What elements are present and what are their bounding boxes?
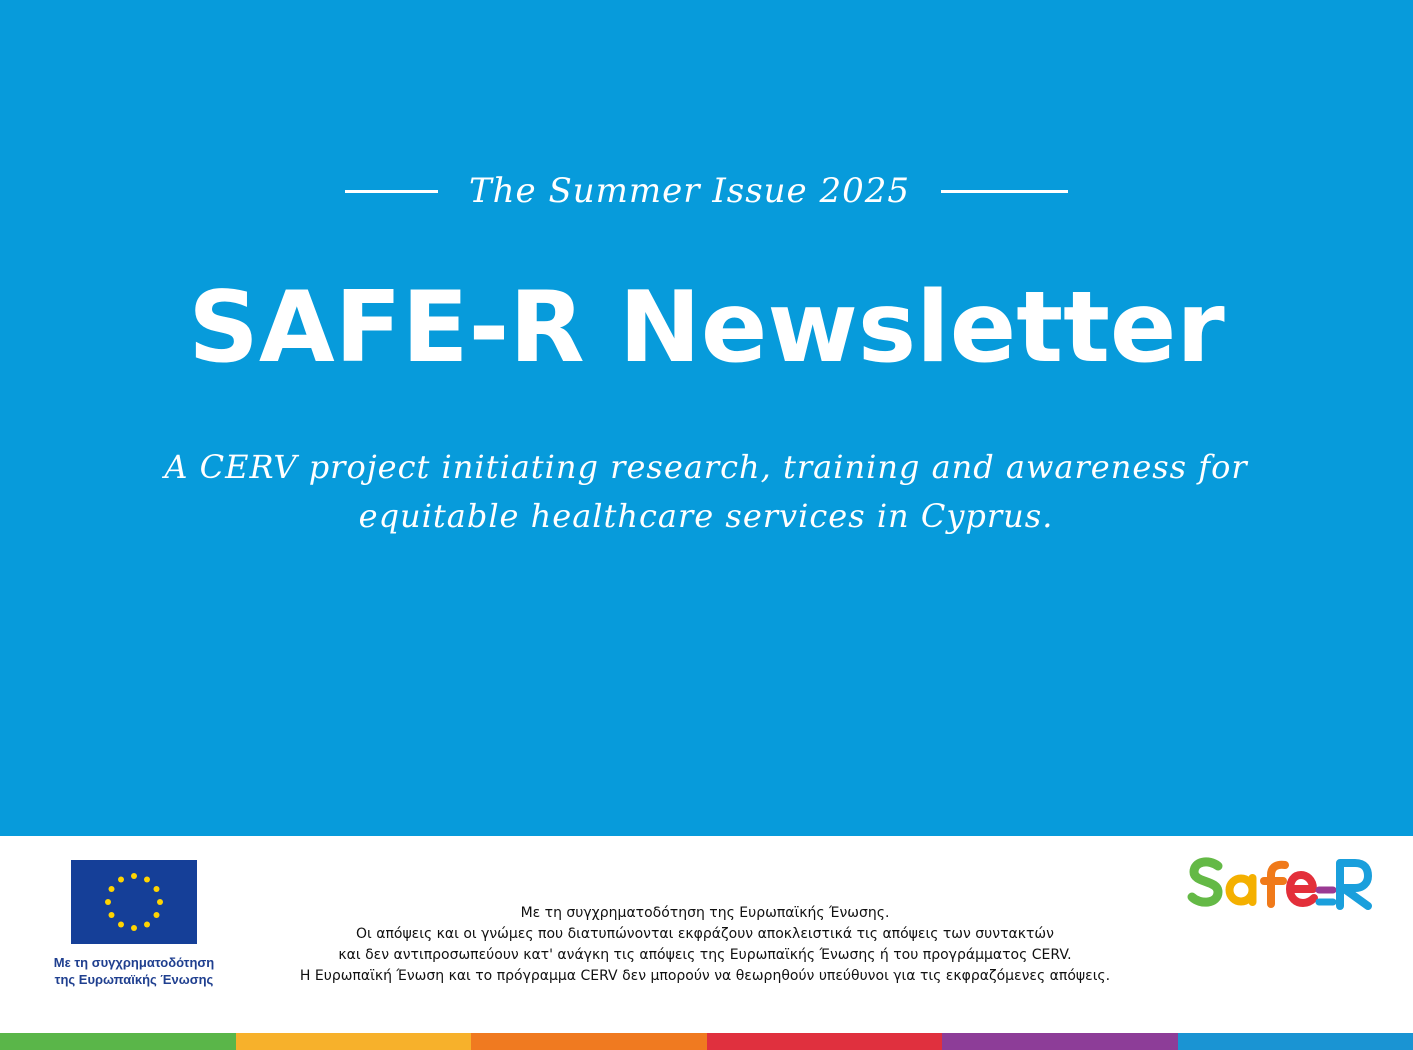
stripe-segment-orange <box>471 1033 707 1050</box>
safe-r-logo <box>1187 854 1373 916</box>
stripe-segment-purple <box>942 1033 1178 1050</box>
eu-caption-line-1: Με τη συγχρηματοδότηση <box>53 955 215 970</box>
eu-funding-caption <box>36 954 232 988</box>
eu-flag-background <box>71 860 197 944</box>
issue-row <box>0 166 1413 216</box>
newsletter-subtitle <box>106 443 1306 541</box>
disclaimer-line-4: Η Ευρωπαϊκή Ένωση και το πρόγραμμα CERV δεν μπορούν να θεωρηθούν υπεύθυνοι για τις εκφραζόμενες απόψεις. <box>299 968 1111 984</box>
subtitle-line-1: A CERV project initiating research, training and awareness for <box>164 448 1248 486</box>
issue-label: The Summer Issue 2025 <box>468 171 911 211</box>
stripe-segment-green <box>0 1033 236 1050</box>
right-rule <box>941 190 1068 193</box>
funding-disclaimer <box>220 903 1190 987</box>
subtitle-line-2: equitable healthcare services in Cyprus. <box>358 497 1054 535</box>
eu-caption-line-2: της Ευρωπαϊκής Ένωσης <box>54 972 214 987</box>
logo-letter-r <box>1340 863 1368 906</box>
color-stripe <box>0 1033 1413 1050</box>
newsletter-title: SAFE-R Newsletter <box>188 271 1225 385</box>
disclaimer-line-3: και δεν αντιπροσωπεύουν κατ' ανάγκη τις απόψεις της Ευρωπαϊκής Ένωσης ή του προγράμματος CERV. <box>338 947 1072 963</box>
logo-letter-e <box>1290 875 1314 903</box>
stripe-segment-blue <box>1178 1033 1413 1050</box>
left-rule <box>345 190 438 193</box>
stripe-segment-red <box>707 1033 943 1050</box>
logo-letter-s <box>1192 862 1218 902</box>
stripe-segment-yellow <box>236 1033 472 1050</box>
disclaimer-line-1: Με τη συγχρηματοδότηση της Ευρωπαϊκής Ένωσης. <box>520 905 890 921</box>
eu-flag-icon <box>71 860 197 944</box>
disclaimer-line-2: Οι απόψεις και οι γνώμες που διατυπώνονται εκφράζουν αποκλειστικά τις απόψεις των συντακτών <box>356 926 1054 942</box>
